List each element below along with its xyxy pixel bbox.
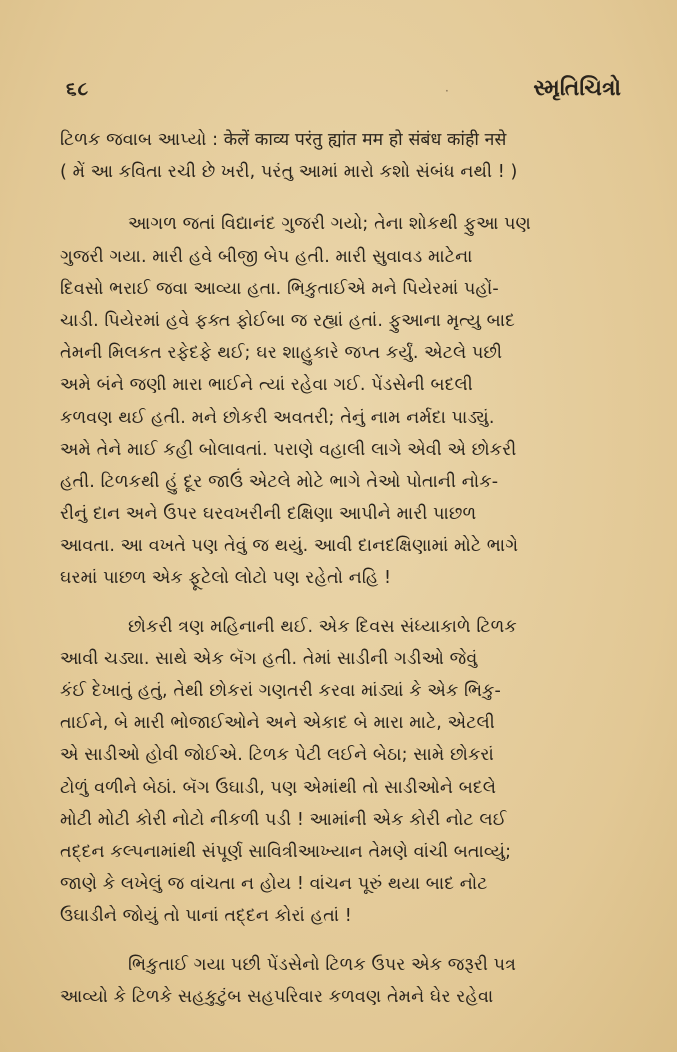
text-line: આવી ચડ્યા. સાથે એક બૅગ હતી. તેમાં સાડીની ગડીઓ જેવું (60, 648, 478, 669)
paragraph (60, 949, 625, 1013)
text-line: તદ્દન કલ્પનામાંથી સંપૂર્ણ સાવિત્રીઆખ્યાન તેમણે વાંચી બતાવ્યું; (60, 841, 512, 862)
paragraph-quote (60, 124, 625, 188)
text-line: આવતા. આ વખતે પણ તેવું જ થયું. આવી દાનદક્ષિણામાં મોટે ભાગે (60, 536, 519, 557)
running-title: સ્મૃતિચિત્રો (533, 76, 621, 101)
text-line: ઘરમાં પાછળ એક ફૂટેલો લોટો પણ રહેતો નહિ ! (60, 568, 392, 589)
text-line: કળવણ થઈ હતી. મને છોકરી અવતરી; તેનું નામ નર્મદા પાડ્યું. (60, 407, 495, 428)
text-line: તેમની મિલકત રફેદફે થઈ; ઘર શાહુકારે જપ્ત કર્યું. એટલે પછી (60, 343, 503, 364)
page-number: ૬૮ (66, 78, 90, 100)
text-line: અમે બંને જણી મારા ભાઈને ત્યાં રહેવા ગઈ. પેંડસેની બદલી (60, 375, 473, 396)
text-line: ભિકુતાઈ ગયા પછી પેંડસેનો ટિળક ઉપર એક જરૂરી પત્ર (128, 954, 516, 975)
text-line: છોકરી ત્રણ મહિનાની થઈ. એક દિવસ સંધ્યાકાળે ટિળક (128, 616, 517, 637)
text-line: અમે તેને માઈ કહી બોલાવતાં. પરાણે વહાલી લાગે એવી એ છોકરી (60, 439, 517, 460)
page-header (60, 58, 625, 101)
text-line: ટોળું વળીને બેઠાં. બૅગ ઉઘાડી, પણ એમાંથી તો સાડીઓને બદલે (60, 777, 497, 798)
text-line: દિવસો ભરાઈ જવા આવ્યા હતા. ભિકુતાઈએ મને પિયેરમાં પહોં- (60, 278, 499, 299)
text-line: આવ્યો કે ટિળકે સહકુટુંબ સહપરિવાર કળવણ તેમને ઘેર રહેવા (60, 986, 494, 1007)
text-line: ગુજરી ગયા. મારી હવે બીજી બેપ હતી. મારી સુવાવડ માટેના (60, 246, 473, 267)
text-line: ઉઘાડીને જોયું તો પાનાં તદ્દન કોરાં હતાં ! (60, 906, 352, 927)
text-line: મોટી મોટી કોરી નોટો નીકળી પડી ! આમાંની એક કોરી નોટ લઈ (60, 809, 507, 830)
text-line: ( મેં આ કવિતા રચી છે ખરી, પરંતુ આમાં મારો કશો સંબંધ નથી ! ) (60, 162, 518, 183)
header-dot: · (445, 84, 449, 98)
text-line: ટિળક જવાબ આપ્યો : केलें काव्य परंतु ह्यांत मम हो संबंध कांही नसे (60, 130, 507, 150)
text-line: કંઈ દેખાતું હતું, તેથી છોકરાં ગણતરી કરવા માંડ્યાં કે એક ભિકુ- (60, 681, 501, 701)
text-line: જાણે કે લખેલું જ વાંચતા ન હોય ! વાંચન પૂરું થયા બાદ નોટ (60, 874, 488, 895)
text-line: હતી. ટિળકથી હું દૂર જાઉં એટલે મોટે ભાગે તેઓ પોતાની નોક- (60, 471, 499, 492)
text-line: રીનું દાન અને ઉપર ઘરવખરીની દક્ષિણા આપીને મારી પાછળ (60, 504, 477, 525)
text-line: તાઈને, બે મારી ભોજાઈઓને અને એકાદ બે મારા માટે, એટલી (60, 713, 495, 734)
text-line: એ સાડીઓ હોવી જોઈએ. ટિળક પેટી લઈને બેઠા; સામે છોકરાં (60, 745, 494, 766)
paragraph (60, 208, 625, 594)
paragraph (60, 611, 625, 933)
text-line: ચાડી. પિયેરમાં હવે ફક્ત ફોઈબા જ રહ્યાં હતાં. ફુઆના મૃત્યુ બાદ (60, 310, 515, 331)
text-line: આગળ જતાં વિદ્યાનંદ ગુજરી ગયો; તેના શોકથી ફુઆ પણ (128, 214, 531, 235)
